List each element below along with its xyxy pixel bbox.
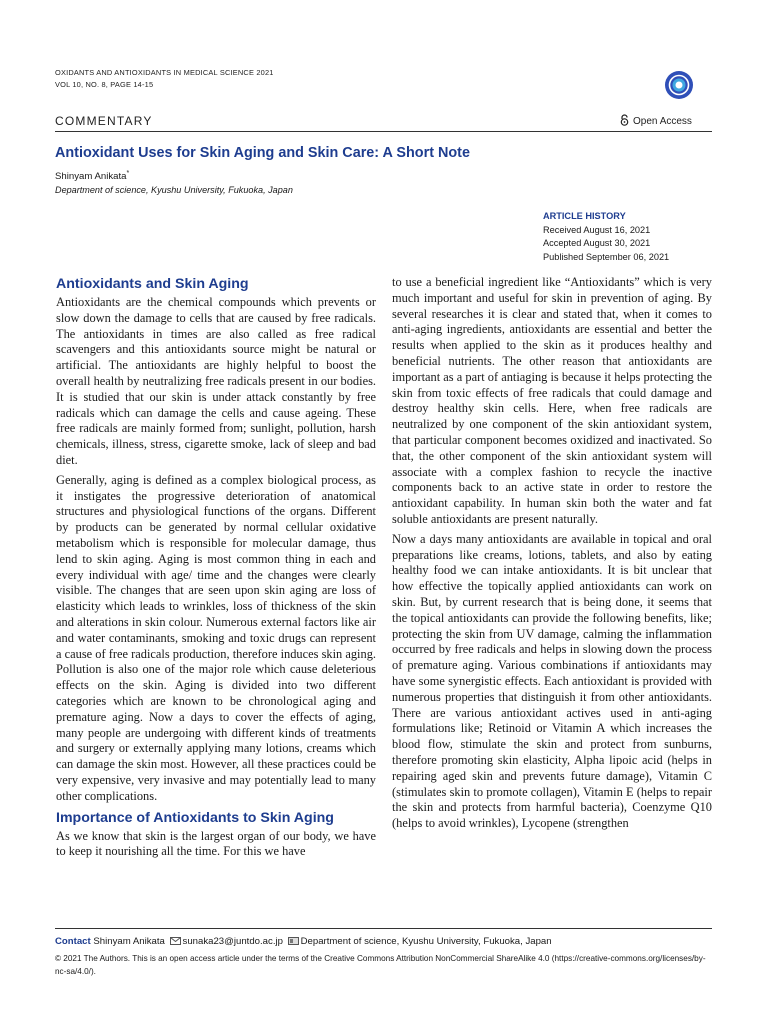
email-icon bbox=[170, 937, 181, 948]
published-date: Published September 06, 2021 bbox=[543, 251, 670, 262]
contact-label: Contact bbox=[55, 936, 91, 947]
body-left-column bbox=[56, 275, 376, 864]
contact-name: Shinyam Anikata bbox=[93, 936, 165, 947]
author-affiliation: Department of science, Kyushu University, Fukuoka, Japan bbox=[55, 185, 293, 195]
license-notice: © 2021 The Authors. This is an open access article under the terms of the Creative Commons Attribution NonCommercial ShareAlike 4.0 (https://creative-commons.org/licenses/by-nc-sa/4.0/). bbox=[55, 954, 706, 976]
section-heading-antioxidants: Antioxidants and Skin Aging bbox=[56, 276, 249, 292]
article-title: Antioxidant Uses for Skin Aging and Skin Care: A Short Note bbox=[55, 145, 470, 161]
header-divider bbox=[55, 131, 712, 132]
open-access-badge bbox=[620, 114, 692, 129]
article-history bbox=[543, 210, 669, 264]
contact-line bbox=[55, 936, 552, 948]
open-access-label: Open Access bbox=[633, 116, 692, 127]
received-date: Received August 16, 2021 bbox=[543, 224, 651, 235]
journal-logo-icon bbox=[664, 70, 694, 100]
paragraph: Now a days many antioxidants are available in topical and oral preparations like creams, lotions, tablets, and also by eating healthy food we can intake antioxidants. It is bit unclear that how effective the topically applied antioxidants can work on skin. But, by current research that is being done, it seems that the topical antioxidants can provide the following benefits, like; protecting the skin from UV damage, calming the inflammation occurred by free radicals and helps in slowing down the process of premature aging. Various combinations if antioxidants may have some synergistic effects. Each antioxidant is provided with numerous properties that distinguish it from other antioxidants. There are various antioxidant actives used in anti-aging formulations like; Retinoid or Vitamin A which increases the blood flow, stimulate the skin and protect from sunburns, therefore promoting skin elasticity, Alpha lipoic acid (helps in repairing aged skin and prevents future damage), Vitamin C (stimulates skin to promote collagen), Vitamin E (helps to repair the skin and protects from harmful bacteria), Coenzyme Q10 (helps to avoid wrinkles), Lycopene (strengthen bbox=[392, 531, 712, 831]
section-heading-importance: Importance of Antioxidants to Skin Aging bbox=[56, 809, 334, 826]
open-access-lock-icon bbox=[620, 114, 629, 129]
section-label: COMMENTARY bbox=[55, 114, 153, 128]
contact-address: Department of science, Kyushu University, Fukuoka, Japan bbox=[300, 936, 552, 947]
address-icon bbox=[288, 937, 299, 948]
author-line bbox=[55, 170, 129, 182]
accepted-date: Accepted August 30, 2021 bbox=[543, 238, 651, 249]
author-mark: * bbox=[126, 170, 130, 177]
paragraph: As we know that skin is the largest organ of our body, we have to keep it nourishing all the time. For this we have bbox=[56, 828, 376, 859]
author-name: Shinyam Anikata bbox=[55, 171, 127, 183]
journal-name: OXIDANTS AND ANTIOXIDANTS IN MEDICAL SCIENCE 2021 bbox=[55, 68, 274, 77]
body-right-column bbox=[392, 275, 712, 836]
paragraph: Generally, aging is defined as a complex biological process, as it instigates the progressive deterioration of anatomical structures and physiological functions of the organs. Different by products can be generated by normal cellular oxidative metabolism which is responsible for molecular damage, thus lend to skin aging. Aging is most common thing in each and every individual with age/ time and the changes were clearly visible. The changes that are seen upon skin aging are loss of elasticity which leads to wrinkles, loss of thickness of the skin and alterations in skin colour. Numerous external factors like air and water contaminants, smoking and toxic drugs can represent a cause of free radicals production, therefore induces skin aging. Pollution is also one of the major role which cause deleterious effects on the skin. Aging is divided into two different categories which are known to be chronological aging and premature aging. Now a days to cover the effects of aging, many people are undergoing with different kinds of treatments and surgery or externally applying many lotions, creams which can damage the skin most. However, all these practices could be very expensive, very invasive and may potentially lead to many other complications. bbox=[56, 472, 376, 803]
article-history-title: ARTICLE HISTORY bbox=[543, 211, 626, 221]
contact-email[interactable]: sunaka23@juntdo.ac.jp bbox=[182, 936, 283, 947]
footer-divider bbox=[55, 928, 712, 929]
paragraph: Antioxidants are the chemical compounds which prevents or slow down the damage to cells that are caused by free radicals. The antioxidants in times are also called as free radical scavengers and this antioxidants source might be natural or artificial. The antioxidants are highly helpful to boost the overall health by neutralizing free radicals present in our bodies. It is studied that our skin is under attack constantly by free radicals which can damage the cells and cause ageing. These free radicals are mainly formed from; sunlight, pollution, harsh chemicals, illness, stress, cigarette smoke, lack of sleep and bad diet. bbox=[56, 295, 376, 467]
journal-volume: VOL 10, NO. 8, PAGE 14-15 bbox=[55, 80, 154, 89]
paragraph: to use a beneficial ingredient like “Antioxidants” which is very much important and useful for skin in prevention of aging. By several researches it is clear and stated that, when it comes to anti-aging ingredients, antioxidants are essential and better the results when applied to the skin as it produces healthy and beneficial nutrients. The other reason that antioxidants are important as a part of antiaging is because it helps protecting the skin from toxic effects of free radicals that could damage and destroy healthy skin cells. Here, when free radicals are neutralized by one component of the skin antioxidant system, that particular component becomes oxidized and inactivated. So that, the other component of the skin antioxidant system will associate with a complex fashion to recycle the inactive components back to an active state in order to restore the antioxidant capability. In human skin both the water and fat soluble antioxidants are present naturally. bbox=[392, 275, 712, 526]
